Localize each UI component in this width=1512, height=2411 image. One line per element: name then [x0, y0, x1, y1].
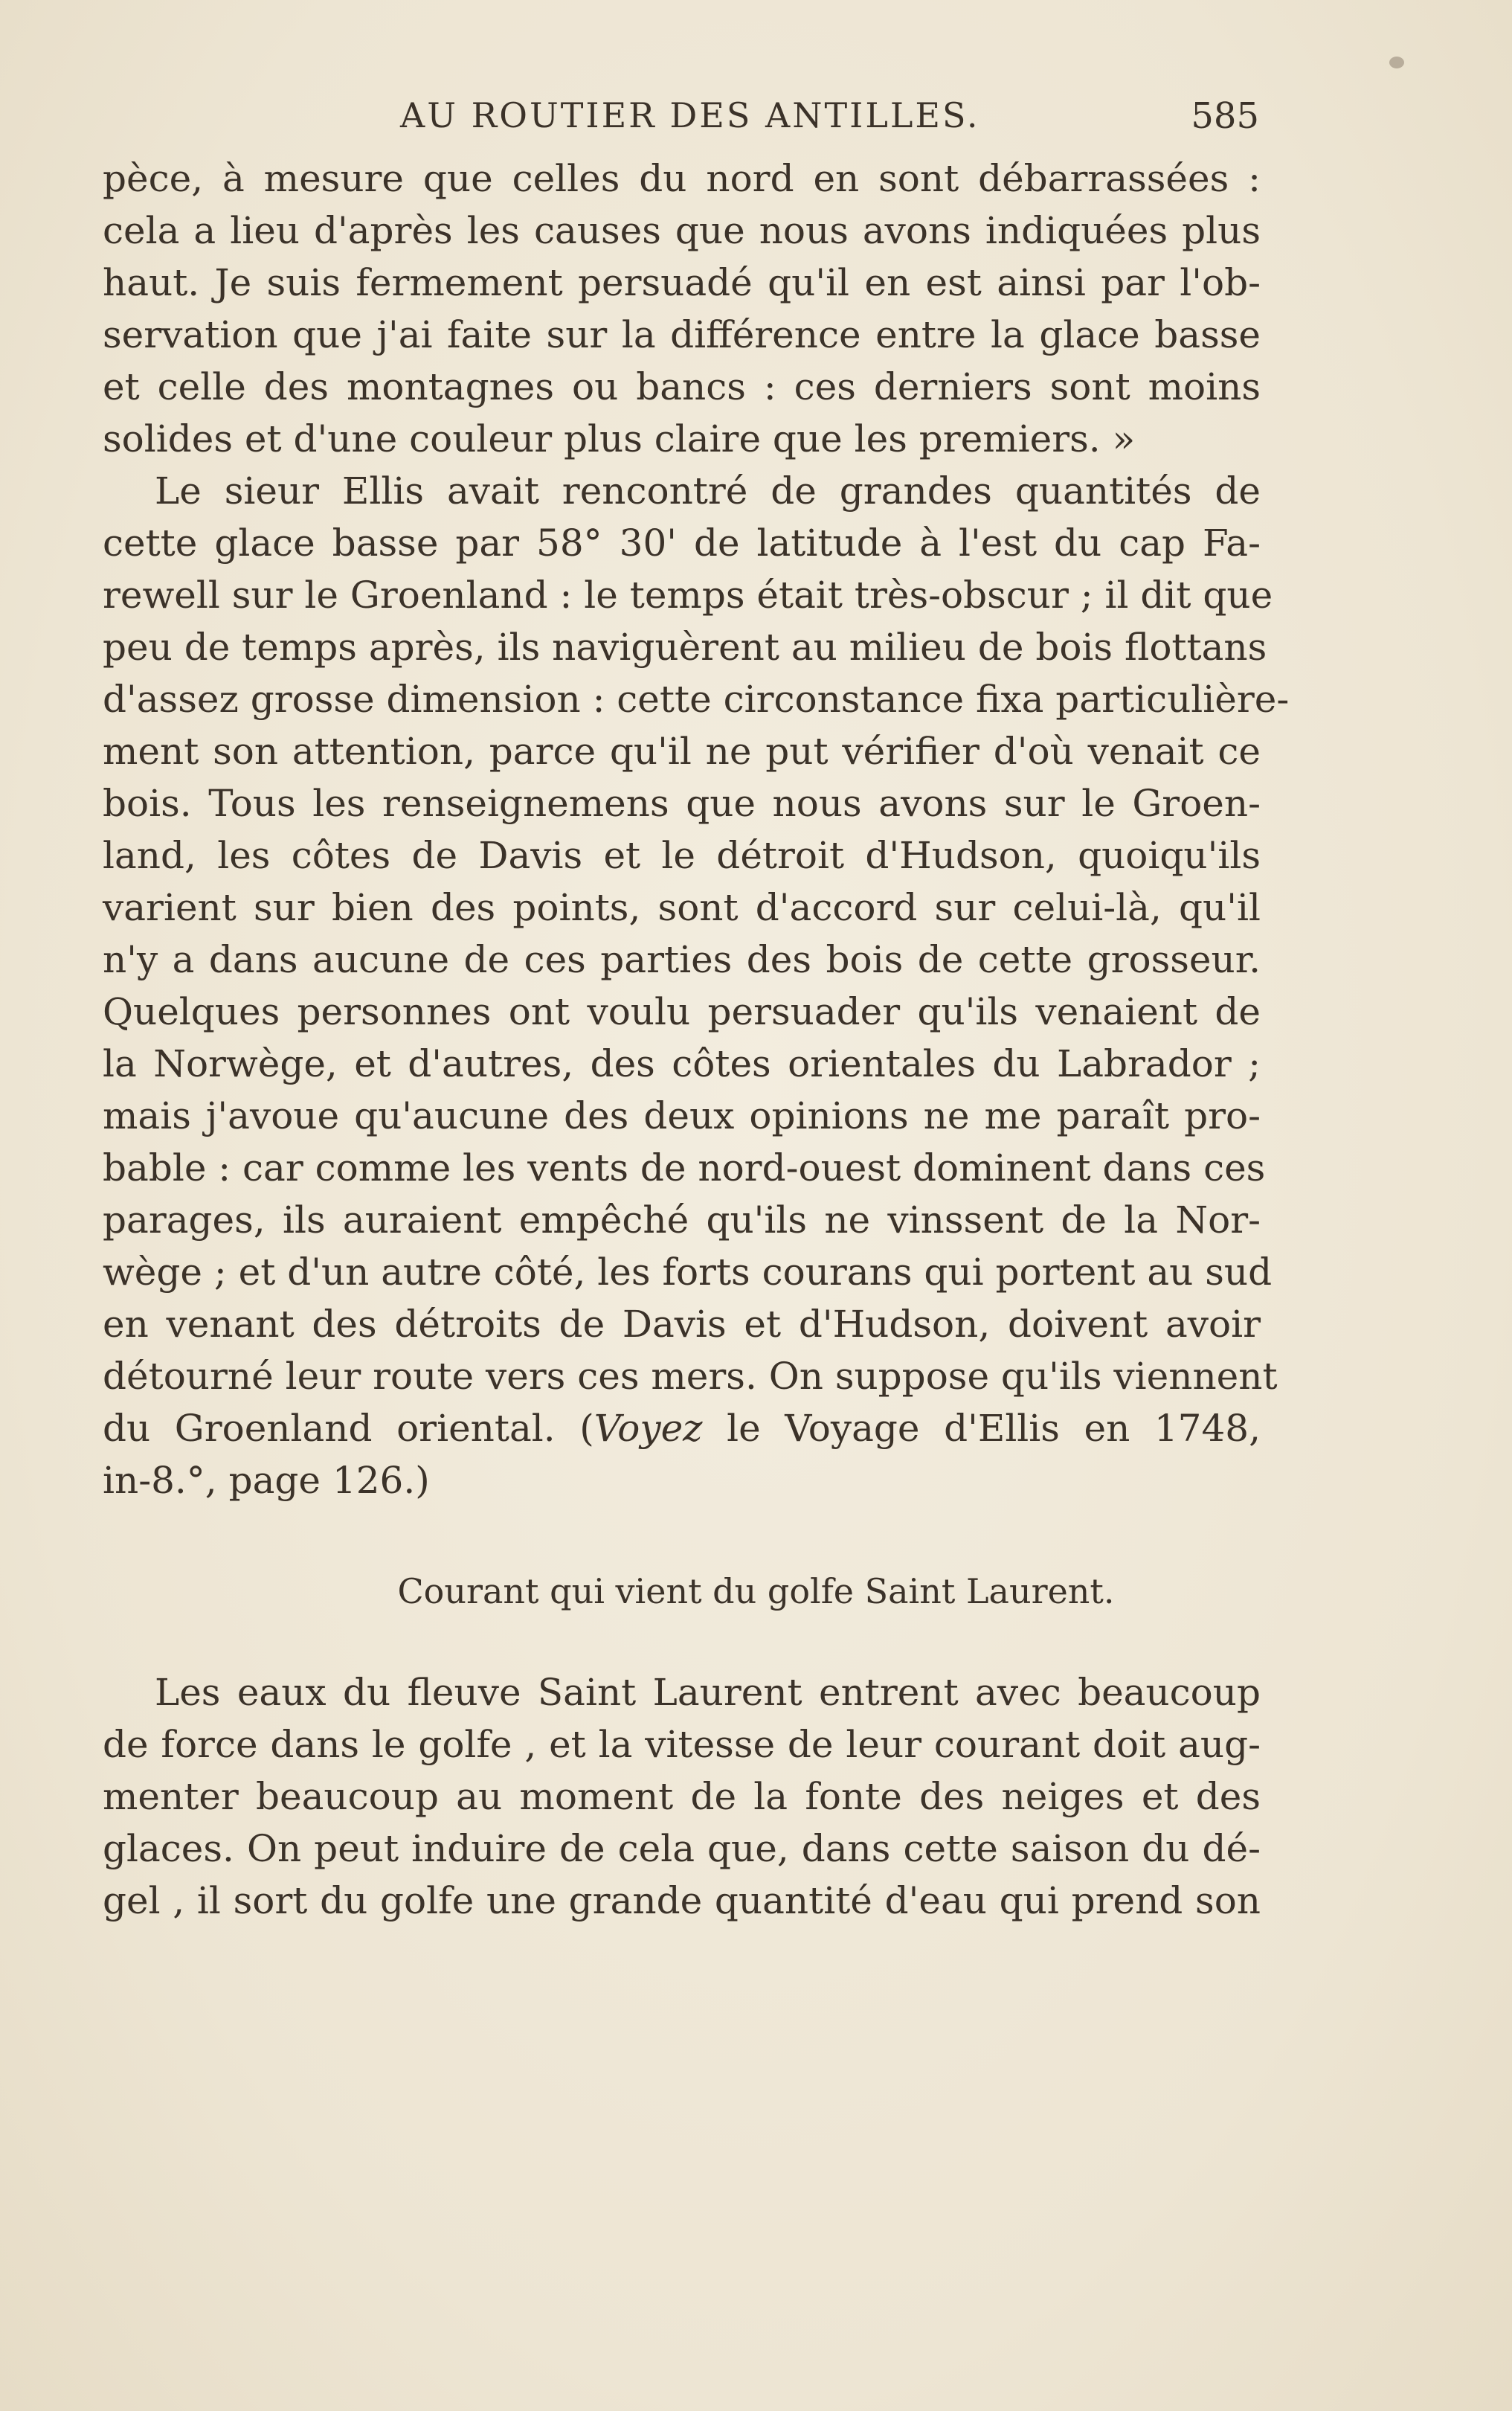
- text-line: servation que j'ai faite sur la différence entre la glace basse: [103, 313, 1261, 356]
- page-header: [103, 95, 1259, 147]
- text-line: pèce, à mesure que celles du nord en sont débarrassées :: [103, 157, 1261, 200]
- text-line: haut. Je suis fermement persuadé qu'il en est ainsi par l'ob-: [103, 261, 1261, 304]
- main-text: [103, 153, 1290, 1506]
- text-line: menter beaucoup au moment de la fonte des neiges et des: [103, 1775, 1261, 1818]
- text-line: mais j'avoue qu'aucune des deux opinions ne me paraît pro-: [103, 1094, 1261, 1137]
- text-line: cette glace basse par 58° 30' de latitude à l'est du cap Fa-: [103, 521, 1261, 565]
- text-line: en venant des détroits de Davis et d'Hudson, doivent avoir: [103, 1303, 1261, 1346]
- text-line: [103, 1402, 1261, 1454]
- text-line: n'y a dans aucune de ces parties des bois de cette grosseur.: [103, 938, 1261, 981]
- text-line: gel , il sort du golfe une grande quantité d'eau qui prend son: [103, 1879, 1261, 1922]
- text-line: bable : car comme les vents de nord-ouest dominent dans ces: [103, 1146, 1266, 1190]
- text-line: cela a lieu d'après les causes que nous avons indiquées plus: [103, 209, 1261, 252]
- text-line: la Norwège, et d'autres, des côtes orientales du Labrador ;: [103, 1042, 1261, 1085]
- italic-word: Voyez: [593, 1407, 703, 1450]
- text-line: Quelques personnes ont voulu persuader qu'ils venaient de: [103, 990, 1261, 1033]
- text-line: ment son attention, parce qu'il ne put vérifier d'où venait ce: [103, 730, 1261, 773]
- text-line: et celle des montagnes ou bancs : ces derniers sont moins: [103, 365, 1261, 408]
- text-line: détourné leur route vers ces mers. On suppose qu'ils viennent: [103, 1355, 1278, 1398]
- text-line: Les eaux du fleuve Saint Laurent entrent avec beaucoup: [155, 1671, 1261, 1714]
- text-line: solides et d'une couleur plus claire que les premiers. »: [103, 417, 1136, 460]
- section-heading: Courant qui vient du golfe Saint Laurent.: [397, 1571, 1115, 1611]
- text-line: de force dans le golfe , et la vitesse de leur courant doit aug-: [103, 1723, 1261, 1766]
- text-line: parages, ils auraient empêché qu'ils ne vinssent de la Nor-: [103, 1198, 1261, 1242]
- text-line: peu de temps après, ils naviguèrent au milieu de bois flottans: [103, 626, 1267, 669]
- text-line: rewell sur le Groenland : le temps était très-obscur ; il dit que: [103, 574, 1273, 617]
- text-line: wège ; et d'un autre côté, les forts courans qui portent au sud: [103, 1251, 1273, 1294]
- text-line: varient sur bien des points, sont d'accord sur celui-là, qu'il: [103, 886, 1261, 929]
- section-text: [103, 1666, 1261, 1927]
- text-line: glaces. On peut induire de cela que, dans cette saison du dé-: [103, 1827, 1261, 1870]
- text-line: bois. Tous les renseignemens que nous avons sur le Groen-: [103, 782, 1261, 825]
- running-head: AU ROUTIER DES ANTILLES.: [400, 95, 980, 135]
- text-fragment: le Voyage d'Ellis en 1748,: [702, 1407, 1261, 1450]
- text-fragment: du Groenland oriental. (: [103, 1407, 594, 1450]
- text-line: d'assez grosse dimension : cette circonstance fixa particulière-: [103, 678, 1290, 721]
- text-line: Le sieur Ellis avait rencontré de grandes quantités de: [155, 469, 1261, 513]
- text-line: in-8.°, page 126.): [103, 1459, 430, 1502]
- paper-speck: [1389, 57, 1404, 68]
- page-number: 585: [1191, 95, 1259, 137]
- text-line: land, les côtes de Davis et le détroit d'Hudson, quoiqu'ils: [103, 834, 1261, 877]
